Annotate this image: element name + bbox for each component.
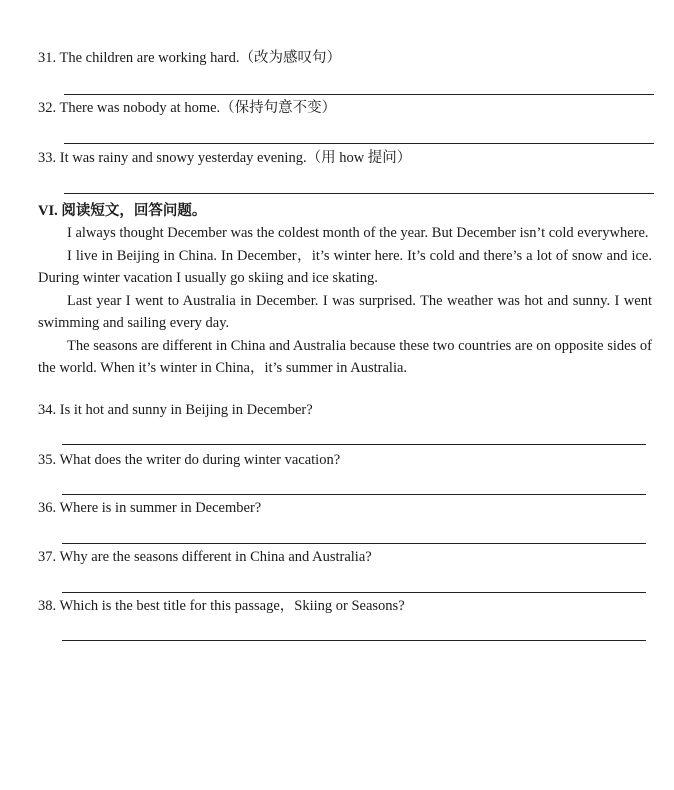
question-text: The children are working hard.（改为感叹句）	[59, 50, 341, 66]
answer-line-36[interactable]	[62, 543, 646, 544]
question-32	[38, 99, 336, 117]
question-text: There was nobody at home.（保持句意不变）	[59, 100, 337, 116]
passage-paragraph: Last year I went to Australia in December. I was surprised. The weather was hot and sunny. I went swimming and sailing every day.	[38, 292, 652, 331]
answer-line-35[interactable]	[62, 494, 646, 495]
question-36	[38, 499, 261, 517]
passage-paragraph: I live in Beijing in China. In December，it’s winter here. It’s cold and there’s a lot of snow and ice. During winter vacation I usually go skiing and ice skating.	[38, 247, 652, 286]
question-35	[38, 451, 340, 469]
question-text: Is it hot and sunny in Beijing in December?	[59, 402, 313, 418]
answer-line-31[interactable]	[64, 94, 654, 95]
question-text: Where is in summer in December?	[59, 500, 262, 516]
question-33	[38, 149, 411, 167]
section-label: VI.	[38, 203, 58, 219]
question-34	[38, 401, 313, 419]
question-text: What does the writer do during winter vacation?	[59, 452, 341, 468]
question-number: 35.	[38, 452, 57, 468]
question-number: 37.	[38, 549, 57, 565]
passage-paragraph: The seasons are different in China and Australia because these two countries are on opposite sides of the world. When it’s winter in China，it’s summer in Australia.	[38, 337, 652, 376]
question-38	[38, 597, 405, 615]
section-heading	[38, 202, 206, 220]
passage-paragraph: I always thought December was the coldest month of the year. But December isn’t cold everywhere.	[67, 225, 649, 241]
section-title: 阅读短文，回答问题。	[61, 203, 207, 219]
answer-line-34[interactable]	[62, 444, 646, 445]
question-number: 38.	[38, 598, 57, 614]
question-number: 31.	[38, 50, 57, 66]
reading-passage	[38, 222, 652, 380]
answer-line-37[interactable]	[62, 592, 646, 593]
question-37	[38, 548, 372, 566]
question-text: Why are the seasons different in China and Australia?	[59, 549, 372, 565]
question-text: It was rainy and snowy yesterday evening.（用 how 提问）	[59, 150, 412, 166]
question-number: 32.	[38, 100, 57, 116]
answer-line-38[interactable]	[62, 640, 646, 641]
question-number: 33.	[38, 150, 57, 166]
answer-line-32[interactable]	[64, 143, 654, 144]
question-number: 36.	[38, 500, 57, 516]
answer-line-33[interactable]	[64, 193, 654, 194]
question-number: 34.	[38, 402, 57, 418]
question-31	[38, 49, 341, 67]
question-text: Which is the best title for this passage，Skiing or Seasons?	[59, 598, 405, 614]
